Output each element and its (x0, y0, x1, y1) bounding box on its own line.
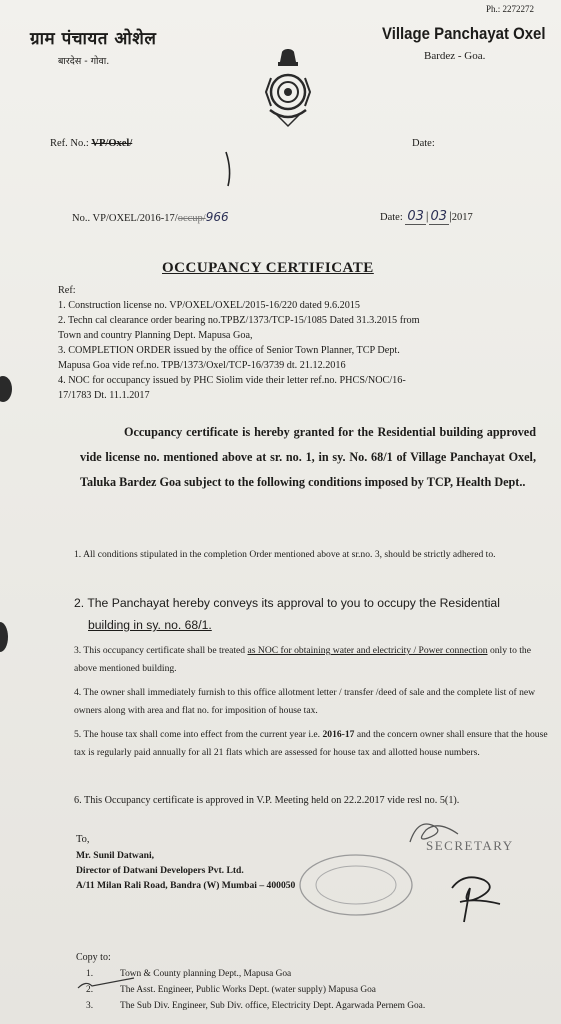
issue-date-month: 03 (430, 209, 448, 224)
condition-3-end: only to the above mentioned building. (74, 645, 531, 674)
punch-hole-mark (0, 376, 12, 402)
issue-date-year: 2017 (451, 212, 473, 223)
addressee-name: Mr. Sunil Datwani, (76, 850, 155, 861)
ref-label: Ref. No.: (50, 138, 89, 149)
grant-text: Occupancy certificate is hereby granted for the Residential building approved vide license no. mentioned above at sr. no. 1, in sy. No. 68/1 of Village Panchayat Oxel, Taluka Bardez Goa subject to the following conditions imposed by TCP, Health Dept.. (80, 425, 536, 489)
reference-line: 17/1783 Dt. 11.1.2017 (58, 390, 150, 401)
certificate-number-handwritten: 966 (205, 210, 229, 224)
condition-5-end: and the concern owner shall ensure that the house tax is regularly paid annually for all 21 flats which are assessed for house tax and allotted house numbers. (74, 729, 548, 758)
tick-mark-icon (76, 976, 136, 994)
copy-to-item: 3. The Sub Div. Engineer, Sub Div. office, Electricity Dept. Agarwada Pernem Goa. (86, 1001, 426, 1011)
condition-1: 1. All conditions stipulated in the completion Order mentioned above at sr.no. 3, should be strictly adhered to. (74, 549, 496, 560)
phone-number: Ph.: 2272272 (486, 4, 535, 14)
title-english: Village Panchayat Oxel (382, 24, 546, 43)
addressee-address: A/11 Milan Rali Road, Bandra (W) Mumbai – 400050 (76, 880, 296, 891)
official-signature-icon (440, 868, 510, 926)
grant-paragraph (80, 420, 536, 495)
condition-2-line-2: building in sy. no. 68/1. (88, 618, 212, 632)
condition-3-underlined: as NOC for obtaining water and electricity / Power connection (247, 645, 488, 656)
reference-list (58, 283, 420, 403)
condition-5 (74, 726, 548, 762)
condition-5-start: 5. The house tax shall come into effect from the current year i.e. (74, 729, 323, 740)
issue-date: Date: 03 | 03 |2017 (380, 208, 473, 224)
reference-label: Ref: (58, 285, 76, 296)
secretary-stamp: SECRETARY (426, 838, 514, 853)
government-emblem-icon (260, 48, 316, 128)
condition-3-start: 3. This occupancy certificate shall be treated (74, 645, 248, 656)
reference-line: 2. Techn cal clearance order bearing no.TPBZ/1373/TCP-15/1085 Dated 31.3.2015 from (58, 315, 420, 326)
copy-to-item: 2. The Asst. Engineer, Public Works Dept. (water supply) Mapusa Goa (86, 985, 376, 995)
condition-2-line-1: 2. The Panchayat hereby conveys its approval to you to occupy the Residential (74, 596, 500, 610)
addressee-designation: Director of Datwani Developers Pvt. Ltd. (76, 865, 244, 876)
punch-hole-mark (0, 622, 8, 652)
ref-number (50, 138, 132, 149)
copy-to-item: 1. Town & County planning Dept., Mapusa Goa (86, 969, 292, 979)
certificate-number (72, 210, 229, 224)
reference-line: 4. NOC for occupancy issued by PHC Siolim vide their letter ref.no. PHCS/NOC/16- (58, 375, 406, 386)
condition-4: 4. The owner shall immediately furnish to this office allotment letter / transfer /deed of sale and the complete list of new owners along with area and flat no. for imposition of house tax. (74, 687, 536, 716)
copy-to-label: Copy to: (76, 952, 111, 963)
subtitle-hindi: बारदेस - गोवा. (58, 56, 110, 67)
certificate-number-struck: occup/ (177, 213, 206, 224)
issue-date-day: 03 (407, 209, 424, 224)
reference-line: Mapusa Goa vide ref.no. TPB/1373/Oxel/TCP-16/3739 dt. 21.12.2016 (58, 360, 346, 371)
document-heading: OCCUPANCY CERTIFICATE (162, 260, 374, 276)
condition-5-year: 2016-17 (322, 729, 355, 740)
reference-line: 1. Construction license no. VP/OXEL/OXEL/2015-16/220 dated 9.6.2015 (58, 300, 361, 311)
condition-2 (74, 592, 548, 636)
addressee-to: To, (76, 834, 90, 845)
condition-6: 6. This Occupancy certificate is approved in V.P. Meeting held on 22.2.2017 vide resl no. 5(1). (74, 795, 460, 806)
issue-date-label: Date: (380, 212, 403, 223)
condition-3 (74, 642, 548, 678)
title-hindi: ग्राम पंचायत ओशेल (30, 29, 157, 49)
certificate-number-prefix: No.. VP/OXEL/2016-17/ (72, 213, 178, 224)
ref-date-label: Date: (412, 138, 435, 149)
reference-line: Town and country Planning Dept. Mapusa Goa, (58, 330, 253, 341)
ref-value: VP/Oxel/ (91, 138, 133, 149)
panchayat-round-seal-icon (296, 850, 416, 920)
subtitle-english: Bardez - Goa. (424, 50, 486, 62)
reference-line: 3. COMPLETION ORDER issued by the office of Senior Town Planner, TCP Dept. (58, 345, 400, 356)
pen-mark-icon (222, 150, 252, 190)
